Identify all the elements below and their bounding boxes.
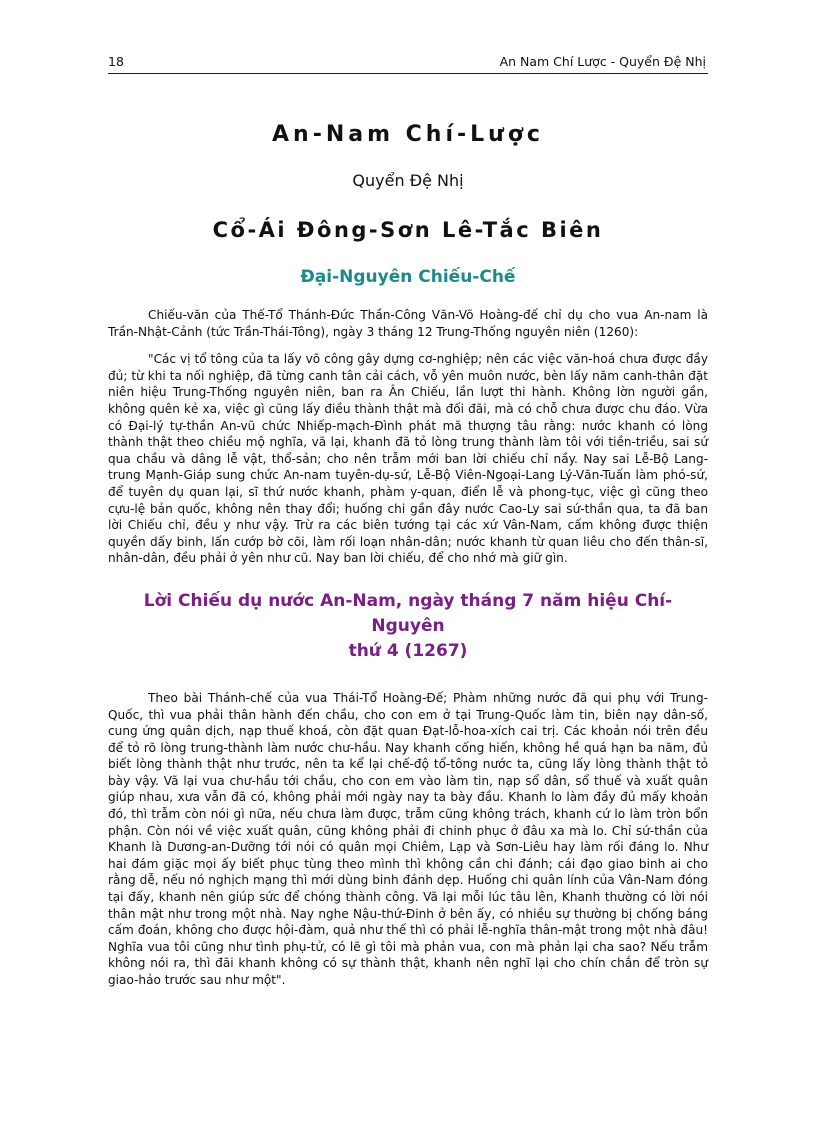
edict-1267-paragraph: Theo bài Thánh-chế của vua Thái-Tổ Hoàng-Đế; Phàm những nước đã qui phụ với Trung-Quốc, thì vua phải thân hành đến chầu, cho con em ở tại Trung-Quốc làm tin, biên nạy dân-số, cung ứng quân dịch, nạp thuế khoá, còn đặt quan Đạt-lỗ-hoa-xích cai trị. Các khoản nói trên đều để tỏ rõ lòng trung-thành làm nước chư-hầu. Nay khanh cống hiến, không hề quá hạn ba năm, đủ biết lòng thành thật như trước, nên ta kể lại chế-độ tổ-tông nước ta, cũng lấy lòng thành thật tỏ bày vậy. Vã lại vua chư-hầu tới chầu, cho con em vào làm tin, nạp sổ dân, sổ thuế và xuất quân giúp nhau, xưa vẫn đã có, không phải mới ngày nay ta bày đầu. Khanh lo làm đầy đủ mấy khoản đó, thì trẫm còn nói gì nữa, nếu chưa làm được, trẫm cũng không trách, khanh cứ lo làm tròn bổn phận. Còn nói về việc xuất quân, cũng không phải đi chinh phục ở đâu xa mà lo. Chỉ sứ-thần của Khanh là Dương-an-Dưỡng tới nói có quân mọi Chiêm, Lạp và Sơn-Liêu hay làm rối đáng lo. Như hai đám giặc mọi ấy biết phục tùng theo mình thì không cần chi đánh; cái đạo giao binh ai cho rằng dễ, nếu nó nghịch mạng thì mới dùng binh đánh dẹp. Huống chi quân lính của Vân-Nam đóng tại đấy, khanh nên giúp sức để chóng thành công. Vã lại mỗi lúc tâu lên, Khanh thường có lời nói thân mật như trong một nhà. Nay nghe Nậu-thứ-Đinh ở bên ấy, có nhiều sự thường bị chống báng cấm đoán, không cho được hội-đàm, quả như thế thì có phải lễ-nghĩa thân-mật trong một nhà đâu! Nghĩa vua tôi cũng như tình phụ-tử, có lẽ gì tôi mà phản vua, con mà phản lại cha sao? Nếu trẫm không nói ra, thì đãi khanh không có sự thành thật, khanh nên nghĩ lại cho chín chắn để tròn sự giao-hảo trước sau như một". — [108, 690, 708, 987]
section-heading-edict-1267 — [108, 589, 708, 664]
intro-paragraph: Chiếu-văn của Thế-Tổ Thánh-Đức Thần-Công Văn-Võ Hoàng-đế chỉ dụ cho vua An-nam là Trần-Nhật-Cảnh (tức Trần-Thái-Tông), ngày 3 tháng 12 Trung-Thống nguyên niên (1260): — [108, 308, 708, 339]
book-title: An-Nam Chí-Lược — [272, 122, 544, 147]
author-heading: Cổ-Ái Đông-Sơn Lê-Tắc Biên — [212, 218, 604, 242]
edict-1260-paragraph: "Các vị tổ tông của ta lấy võ công gây dựng cơ-nghiệp; nên các việc văn-hoá chưa được đầy đủ; từ khi ta nối nghiệp, đã từng canh tân cải cách, vỗ yên muôn nước, bèn lấy năm canh-thân đặt niên hiệu Trung-Thống nguyên niên, ban ra Ân Chiếu, lần lượt thi hành. Không lờn người gần, không quên kẻ xa, việc gì cũng lấy điều thành thật mà đối đãi, mà có chỗ chưa được chu đáo. Vừa có Đại-lý tự-thần An-vũ chức Nhiếp-mạch-Đình phát mã thượng tâu rằng: nước khanh có lòng thành thật theo chiều mộ nghĩa, vã lại, khanh đã tỏ lòng trung thành làm tôi với tiền-triều, sai sứ qua chầu và dâng lễ vật, thổ-sản; cho nên trẫm mới ban lời chiếu chỉ nầy. Nay sai Lễ-Bộ Lang-trung Mạnh-Giáp sung chức An-nam tuyên-dụ-sứ, Lễ-Bộ Viên-Ngoại-Lang Lý-Văn-Tuấn làm phó-sứ, để tuyên dụ quan lại, sĩ thứ nước khanh, phàm y-quan, điển lễ và phong-tục, việc gì cũng theo cựu-lệ bản quốc, không nên thay đổi; huống chi gần đây nước Cao-Ly sai sứ-thần qua, ta đã ban lời Chiếu chỉ, đều y như vậy. Trừ ra các biên tướng tại các xứ Vân-Nam, cấm không được thiện quyền dấy binh, lấn cướp bờ cõi, làm rối loạn nhân-dân; nước khanh từ quan liêu cho đến thân-sĩ, nhân-dân, đều phải ở yên như cũ. Nay ban lời chiếu, để cho nhớ mà giữ gìn. — [108, 352, 708, 566]
page-number: 18 — [108, 54, 124, 69]
section-heading-line-1: Lời Chiếu dụ nước An-Nam, ngày tháng 7 năm hiệu Chí-Nguyên — [143, 590, 673, 636]
section-heading-dai-nguyen: Đại-Nguyên Chiếu-Chế — [300, 267, 516, 287]
section-heading-line-2: thứ 4 (1267) — [348, 640, 468, 661]
volume-title: Quyển Đệ Nhị — [352, 171, 464, 190]
running-title: An Nam Chí Lược - Quyển Đệ Nhị — [499, 54, 706, 69]
document-page — [108, 48, 708, 989]
page-header — [108, 54, 708, 74]
